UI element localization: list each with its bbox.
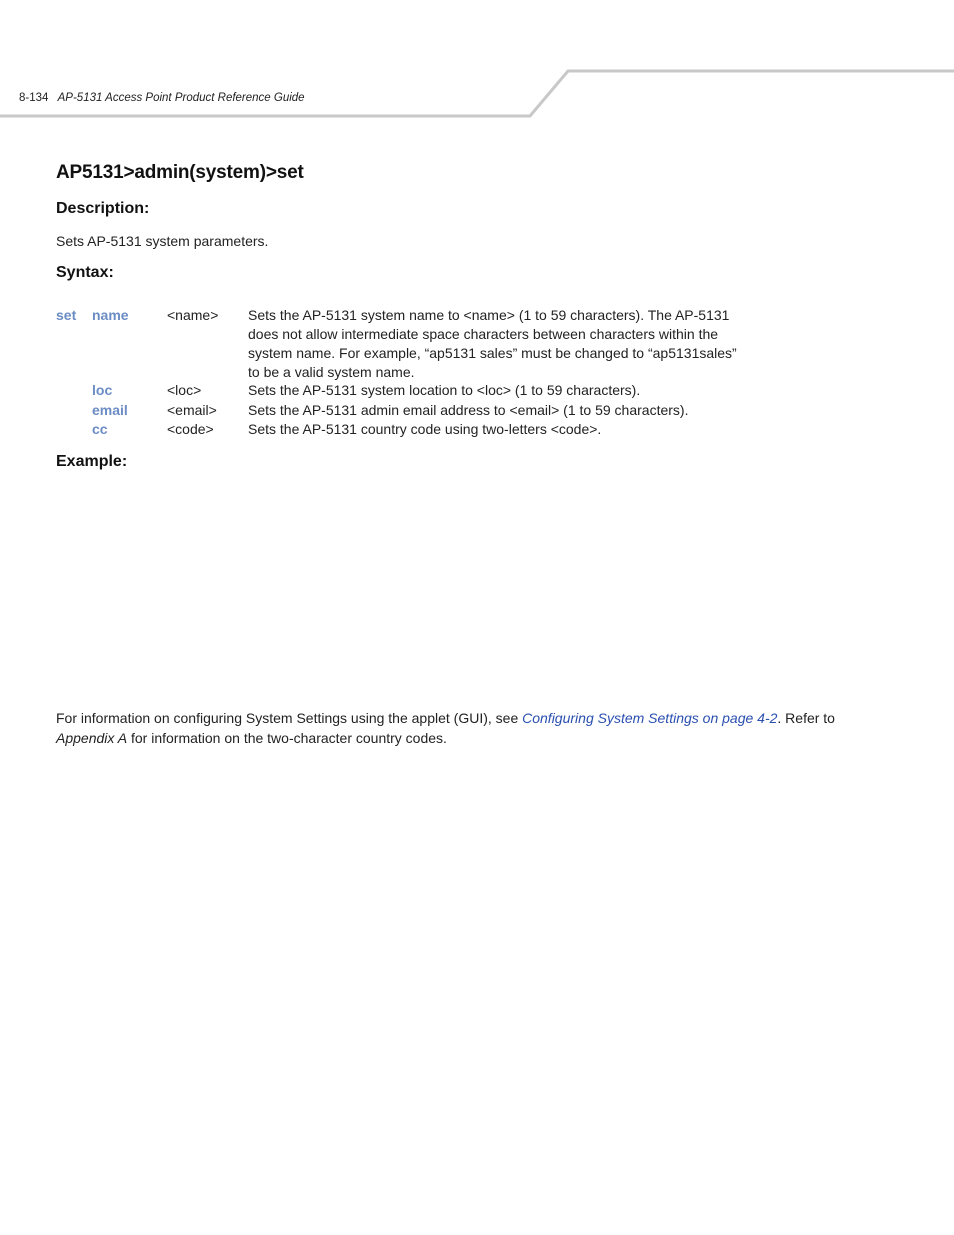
desc-email [248, 401, 738, 420]
set-keyword: set [56, 307, 77, 323]
command-title: AP5131>admin(system)>set [56, 162, 304, 183]
info-text: for information on the two-character country codes. [127, 730, 447, 746]
arg-name: <name> [167, 307, 219, 323]
desc-line: system name. For example, “ap5131 sales” must be changed to “ap5131sales” [248, 345, 737, 361]
desc-line: Sets the AP-5131 system location to <loc> (1 to 59 characters). [248, 382, 641, 398]
desc-loc [248, 381, 738, 400]
syntax-heading: Syntax: [56, 264, 114, 281]
syntax-row-email [56, 401, 756, 420]
configuring-system-settings-link[interactable]: Configuring System Settings on page 4-2 [522, 710, 778, 726]
arg-loc: <loc> [167, 382, 202, 398]
desc-line: does not allow intermediate space characters between characters within the [248, 326, 719, 342]
desc-name [248, 306, 738, 382]
info-text: For information on configuring System Settings using the applet (GUI), see [56, 710, 523, 726]
param-name: name [92, 307, 129, 323]
syntax-row-loc [56, 381, 756, 400]
param-email: email [92, 402, 128, 418]
example-heading: Example: [56, 453, 128, 470]
desc-line: Sets the AP-5131 admin email address to <email> (1 to 59 characters). [248, 402, 689, 418]
param-cc: cc [92, 421, 108, 437]
desc-cc [248, 420, 738, 439]
desc-line: Sets the AP-5131 country code using two-letters <code>. [248, 421, 602, 437]
info-text: . Refer to [777, 710, 835, 726]
description-text: Sets AP-5131 system parameters. [56, 233, 269, 249]
appendix-reference: Appendix A [56, 730, 128, 746]
syntax-row-name [56, 306, 756, 382]
info-paragraph [56, 708, 856, 748]
guide-title: AP-5131 Access Point Product Reference Guide [57, 92, 305, 104]
param-loc: loc [92, 382, 113, 398]
desc-line: to be a valid system name. [248, 364, 415, 380]
syntax-row-cc [56, 420, 756, 439]
running-head [19, 92, 305, 104]
desc-line: Sets the AP-5131 system name to <name> (1 to 59 characters). The AP-5131 [248, 307, 730, 323]
arg-cc: <code> [167, 421, 214, 437]
arg-email: <email> [167, 402, 217, 418]
description-heading: Description: [56, 200, 150, 217]
page-number: 8-134 [19, 92, 49, 104]
